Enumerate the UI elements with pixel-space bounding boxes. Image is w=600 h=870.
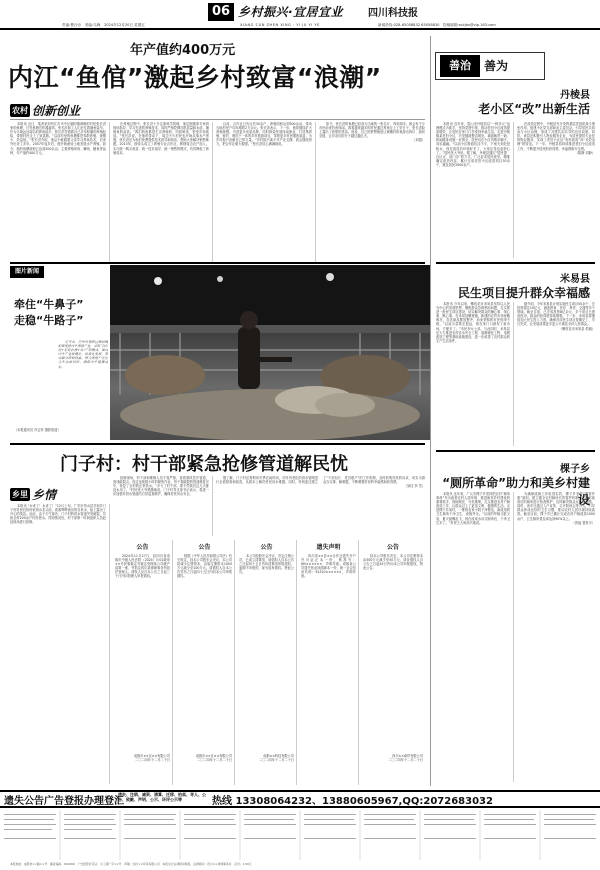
right-author-3: （曾福 曾贵平）: [571, 520, 595, 525]
right-headline-1: 老小区“改”出新生活: [478, 102, 590, 116]
right-headline-3: “厕所革命”助力和美乡村建设: [442, 476, 590, 507]
story2-logo: [10, 484, 100, 500]
notice-sign: 成都市××区××有限公司: [133, 754, 170, 758]
right-author-1: （陈静 刘静）: [574, 150, 595, 155]
main-column-4: 如今，张长洪的鱼塘已经成为当地的一张名片，每到周末，都会有不少市民前来钓鱼休闲。看着越来越多的村民通过养鱼过上了好日子，张长洪脸上露出了欣慰的笑容。他说，自己的梦想就是让黄桷村的鱼游出四川、游向全国，让乡亲们的日子越过越红火。 （刘超）: [319, 122, 425, 143]
story2-column-b: 抢修现场，村干部和维修人员不畏严寒，冒着寒风挖开管道，查找破裂点。经过连续数小时的紧张作业，终于将破裂的管道修复完毕，恢复了全村的正常供水。“多亏了村干部，要不然我们这几天都没水用了。”村民张大爷感激地说。门子村党支部书记表示，将进一步加强对供水管道的日常巡查维护，确保村民用水安全。: [113, 476, 213, 536]
notice-sign: 四川××商贸有限公司: [392, 754, 423, 758]
divider: [10, 119, 425, 120]
masthead: [0, 0, 600, 30]
photo-title-2: 走稳“牛路子”: [14, 314, 84, 327]
story2-column-c: 据了解，门子村还将利用冬季农闲时间，对村内老化的供水管网进行全面排查和改造，从根本上解决村民用水难题。同时，村两委还建立了“干部包片、党员联户”的工作机制，及时收集村民的诉求，切实为群众办实事、解难题，不断增强村民的幸福感和获得感。 （邹佳 李 雪）: [216, 476, 425, 489]
notice-block: [361, 540, 425, 785]
story2-logo-text: 乡情: [32, 488, 57, 502]
notices-area: [113, 540, 425, 785]
ad-services: 遗失、注销、减资、清算、迁移、拍卖、寻人、公告、致歉、声明、公示、环评公示等: [118, 792, 206, 802]
column-logo-badge: 农村: [12, 106, 28, 115]
main-column-3: 目前，合作社已有社员30余户，养殖面积达到500余亩，带动当地村民户均年增收2万余元。张长洪表示，下一步，他将继续扩大养殖规模，引进更多优质品种，同时探索发展休闲渔业，打造集养殖、垂钓、餐饮于一体的乡村旅游项目，带领更多村民增收致富，为乡村振兴贡献自己的力量。“乡村振兴离不开产业支撑，我会继续努力，把合作社做大做强。”张长洪信心满满地说。: [216, 122, 316, 262]
notice-sign: 成都市××区××有限公司: [195, 754, 232, 758]
column-divider: [430, 36, 431, 786]
notice-date: 二〇二四年十二月二十日: [196, 758, 232, 763]
divider: [436, 262, 595, 264]
notice-date: 二〇二四年十二月二十日: [134, 758, 170, 763]
editors-line: 责编:曹沙沙 美编:乌梅 2024年12月20日 星期五: [62, 23, 145, 27]
column-logo-text: 创新创业: [32, 104, 81, 118]
story2-column-a: 本报讯 “水来了！水来了！”12月上旬，广安市邻水县甘坝乡门子村村民们纷纷来到水龙头前，看着哗哗流出的自来水，脸上露出了开心的笑容。此前，由于天气寒冷，门子村的供水管道突发破裂，导致全村200余户村民停水。得知情况后，村干部第一时间组织人员赶赴现场进行抢修。: [10, 504, 110, 784]
story2-headline: 门子村：村干部紧急抢修管道解民忧: [60, 454, 348, 475]
section-pinyin: XIANG CUN ZHEN XING · YI JU YI YE: [240, 23, 320, 27]
footer-imprint: 本报地址：成都市××路××号 邮政编码：610000 广告经营许可证：川工商广字××号 印刷：四川××印务有限公司 本报实行法律顾问制度，法律顾问：四川××律师事务所 定价：1.50元: [10, 862, 252, 866]
right-headline-2: 民生项目提升群众幸福感: [457, 286, 590, 300]
notice-body: 根据《中华人民共和国公司法》有关规定，经本公司股东会决议，本公司拟减少注册资本，由原注册资本1000万元减少至100万元。请债权人自本公告发布之日起四十五日内向本公司申报债权。: [177, 554, 232, 579]
divider: [10, 262, 425, 264]
main-column-2: 在养殖过程中，张长洪十分注重科学管理，他定期邀请专家到现场指导，学习先进的养殖技术，同时严格控制饲料质量和水质，确保鱼的品质。“我们的鱼都是生态养殖的，肉质鲜美，很受市场欢迎。”张长洪说。在他的带动下，周边不少村民也开始从事水产养殖，张长洪还为他们免费提供技术指导和鱼苗，帮助大家解决销售难题。2013年，他牵头成立了养殖专业合作社，吸纳周边农户加入，实行统一购买鱼苗、统一技术指导、统一销售的模式，有效降低了养殖成本。: [113, 122, 213, 262]
notice-block: [175, 540, 235, 785]
column-logo: [10, 100, 115, 118]
main-headline: 内江“鱼倌”激起乡村致富“浪潮”: [8, 63, 382, 92]
county-title-2: 米易县: [560, 274, 590, 285]
right1-column-a: 本报讯 近年来，眉山市丹棱县以“一核多元”治理模式为抓手，坚持党建引领，推动老旧小区改造提质增效，让居民在家门口享受到幸福生活。走进丹棱镇某老旧小区，只见楼道整洁明亮，墙面焕然一新，休闲健身设施一应俱全，居民们在小区内散步聊天，其乐融融。“以前小区路面坑洼不平，下雨天到处是积水，现在改造后环境好多了，大家住得也更舒心了。”居民张大爷说。据了解，丹棱县通过“居民提、社区议、部门办”的方式，广泛征求居民意见，精准确定改造内容，累计完成老旧小区改造项目30余个，惠及居民2000余户。: [436, 122, 514, 258]
cattle-farm-photo: [110, 265, 430, 440]
divider: [10, 443, 425, 445]
section-title: 乡村振兴·宜居宜业: [238, 5, 344, 19]
main-kicker: 年产值约400万元: [130, 43, 236, 58]
right1-column-b: 在改造过程中，丹棱县充分发挥基层党组织战斗堡垒作用，组建小区党支部和业主委员会，引导居民共同参与小区治理，形成了共建共治共享的良好局面。同时，该县还积极引入物业服务企业，为居民提供专业化的物业服务，实现了老旧小区从“有形改造”向“长效治理”的转变。下一步，丹棱县将持续推进老旧小区改造工作，不断提升居民的获得感、幸福感和安全感。 （陈静 刘静）: [517, 122, 595, 155]
paper-logo: 四川科技报: [368, 8, 418, 19]
notice-date: 二〇二四年十二月二十日: [258, 758, 294, 763]
county-title-3: 棵子乡: [560, 464, 590, 475]
photo-news-badge: 图片新闻: [10, 266, 44, 278]
shanzhi-badge: 善治: [440, 55, 480, 77]
notice-body: 2024年11月27日，经四川省成都市中级人民法院（2024）川01破申××号民事裁定书裁定受理某公司破产清算一案，并指定四川某律师事务所担任管理人。债权人应自本公告之日起三十日内向管理人申报债权。: [115, 554, 170, 579]
right3-column-a: 本报讯 近年来，广元市棵子乡坚持把农村“厕所革命”作为改善农村人居环境、推进和美乡村建设的重要抓手，因地制宜、分类施策，扎实推进农村户厕改造工作，让群众过上了更加文明、健康的生活。走进棵子乡某村，一栋栋农家小院干净整洁，新改造的卫生厕所干净卫生、设施齐全。“以前的旱厕又脏又臭，夏天蚊蝇乱飞，现在改成水冲式厕所后，干净卫生多了。”村民王大妈高兴地说。: [436, 492, 514, 782]
photo-caption: 近年来，巴中市恩阳区柳林镇积极发展肉牛养殖产业，采取“合作社+家庭农场+农户”的模式，推动肉牛产业规模化、标准化发展，带动群众增收致富。图为养殖户正在为牛添加饲料，确保肉牛健康成长。: [58, 340, 108, 369]
page-number: 06: [208, 3, 234, 21]
photo-credit: （本报通讯员 肖定怀 摄影报道）: [14, 428, 61, 432]
notice-date: 二〇二四年十二月二十日: [387, 758, 423, 763]
main-author: （刘超）: [412, 138, 425, 143]
story2-logo-badge: 乡里: [12, 490, 28, 499]
notice-title: 公告: [198, 544, 211, 551]
notice-title: 公告: [136, 544, 149, 551]
county-title-1: 丹棱县: [560, 90, 590, 101]
notice-sign: 成都××科技有限公司: [263, 754, 294, 758]
notice-block: [299, 540, 359, 785]
divider: [436, 450, 595, 452]
notice-title: 遗失声明: [316, 544, 341, 551]
notice-title: 公告: [386, 544, 399, 551]
notice-title: 公告: [260, 544, 273, 551]
classified-grid-lines: [0, 810, 600, 860]
ad-title: 遗失公告广告登报办理登汇: [4, 796, 124, 807]
classified-grid: [0, 810, 600, 860]
notice-block: [237, 540, 297, 785]
right3-column-b: 为确保改厕工作取得实效，棵子乡坚持“建管并重”原则，建立健全农村厕所长效管护机制，定期对改造后的厕所进行检查维护，及时解决群众反映的问题。同时，该乡还通过入户宣传、召开院坝会等方式，引导群众养成良好的卫生习惯，推动农村人居环境持续改善。截至目前，棵子乡已累计完成农村户厕改造1000余户，卫生厕所普及率达到90%以上。 （曾福 曾贵平）: [517, 492, 595, 525]
shanzhi-word: 善为: [484, 59, 509, 73]
notice-body: 四川省××县××合作社遗失开户许可证正本一份，核准号：J65××××××，声明作废。成都某公司遗失营业执照副本一份，统一社会信用代码：91510××××××，声明作废。: [301, 554, 356, 579]
photo-title-1: 牵住“牛鼻子”: [14, 298, 84, 311]
main-column-1: 本报讯 近日，笔者来到内江市市中区朝阳镇黄桷村村民张长洪家的鱼塘，只见鱼塘边机器轰鸣，张长洪和工人们正忙着捕鱼装车。作为当地远近闻名的养鱼能手，张长洪凭借着自己多年积累的养殖经验，带领村民走上了致富路。“以前村里的鱼塘都是零散养殖，规模小、效益低。”张长洪介绍，他从小就跟着父亲学习养鱼技术，后来外出务工多年，2007年返乡后，便开始流转土地发展水产养殖。如今，他的鱼塘面积已达到200余亩，主要养殖草鱼、鲫鱼、鲢鱼等品种，年产值约400万元。: [10, 122, 110, 262]
contact-line: 新闻热线:028-65058832 65058830 投稿邮箱:sckjbx@vip.163.com: [378, 23, 496, 27]
ad-hotline: 热线 13308064232、13880605967,QQ:2072683032: [212, 796, 493, 807]
notice-body: 本公司经股东会决议，决定注销公司，已成立清算组，请债权人自本公告之日起四十五日内向清算组申报债权，逾期不申报的，视为放弃债权。特此公告。: [239, 554, 294, 575]
story2-author: （邹佳 李 雪）: [403, 484, 425, 489]
right2-column-a: 本报讯 今年以来，攀枝花市米易县坚持以人民为中心的发展思想，聚焦群众急难愁盼问题，扎实推进一批民生项目建设，切实解决群众的操心事、烦心事、揪心事。在米易县攀莲镇，新建的农贸市场宽敞明亮，各类商品摆放整齐，前来采购的市民络绎不绝。“以前买菜要走很远，现在家门口就有了新市场，方便多了。”市民李女士说。与此同时，米易县还大力推进农村饮水安全工程、道路硬化工程、电网改造工程等基础设施建设，进一步改善了农村群众的生产生活条件。: [436, 302, 514, 446]
right2-column-b: 据介绍，今年米易县计划实施民生项目50余个，总投资超过10亿元，涵盖教育、医疗、养老、交通等多个领域。截至目前，已完成投资8亿余元，多个项目已建成投用，群众的获得感持续增强。下一步，米易县将继续加大民生投入力度，确保各项民生项目按期完工、早日见效，让发展成果更多更公平惠及全体人民群众。 （攀枝花市米易县 供稿）: [517, 302, 595, 331]
right-author-2: （攀枝花市米易县 供稿）: [558, 326, 595, 331]
notice-block: [113, 540, 173, 785]
notice-body: 经本公司股东决定，本公司注册资本由500万元减少至50万元，请各债权人自公告之日起45日内向本公司申报债权，特此公告。: [363, 554, 423, 571]
news-photo: [110, 265, 430, 440]
